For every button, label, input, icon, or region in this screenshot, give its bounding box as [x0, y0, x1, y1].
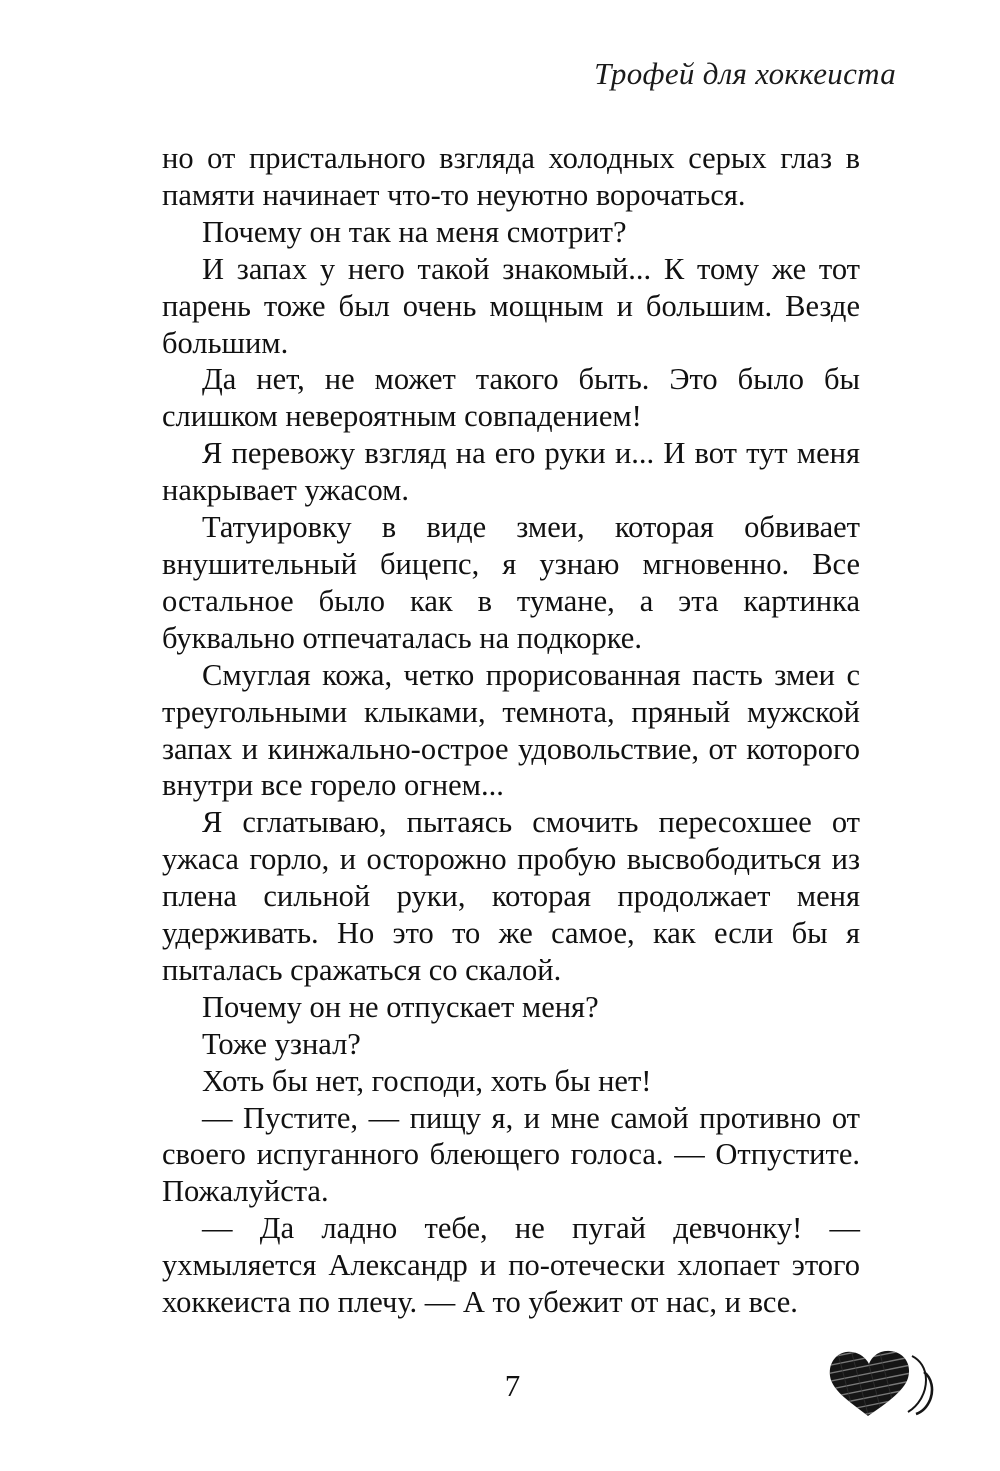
paragraph: Хоть бы нет, господи, хоть бы нет!	[202, 1063, 652, 1098]
paragraph: Тоже узнал?	[202, 1026, 361, 1061]
scribbled-heart-icon	[826, 1346, 940, 1422]
page-body	[162, 140, 860, 1321]
paragraph: И запах у него такой знакомый... К тому же тот парень тоже был очень мощным и большим. Везде большим.	[162, 251, 860, 360]
paragraph: Почему он не отпускает меня?	[202, 989, 599, 1024]
paragraph: Я сглатываю, пытаясь смочить пересохшее от ужаса горло, и осторожно пробую высвободиться из плена сильной руки, которая продолжает меня удерживать. Но это то же самое, как если бы я пыталась сражаться со скалой.	[162, 805, 860, 987]
running-header: Трофей для хоккеиста	[594, 56, 896, 91]
paragraph: — Пустите, — пищу я, и мне самой противно от своего испуганного блеющего голоса. — Отпустите. Пожалуйста.	[162, 1100, 860, 1209]
paragraph: — Да ладно тебе, не пугай девчонку! — ухмыляется Александр и по-отечески хлопает этого хоккеиста по плечу. — А то убежит от нас, и все.	[162, 1211, 860, 1320]
paragraph: Да нет, не может такого быть. Это было бы слишком невероятным совпадением!	[162, 362, 860, 434]
paragraph: Почему он так на меня смотрит?	[202, 214, 627, 249]
paragraph: но от пристального взгляда холодных серых глаз в памяти начинает что-то неуютно ворочаться.	[162, 141, 860, 212]
paragraph: Смуглая кожа, четко прорисованная пасть змеи с треугольными клыками, темнота, пряный мужской запах и кинжально-острое удовольствие, от которого внутри все горело огнем...	[162, 657, 860, 803]
page-number: 7	[504, 1368, 521, 1403]
paragraph: Я перевожу взгляд на его руки и... И вот тут меня накрывает ужасом.	[162, 436, 860, 508]
paragraph: Татуировку в виде змеи, которая обвивает внушительный бицепс, я узнаю мгновенно. Все остальное было как в тумане, а эта картинка буквально отпечаталась на подкорке.	[162, 510, 860, 655]
